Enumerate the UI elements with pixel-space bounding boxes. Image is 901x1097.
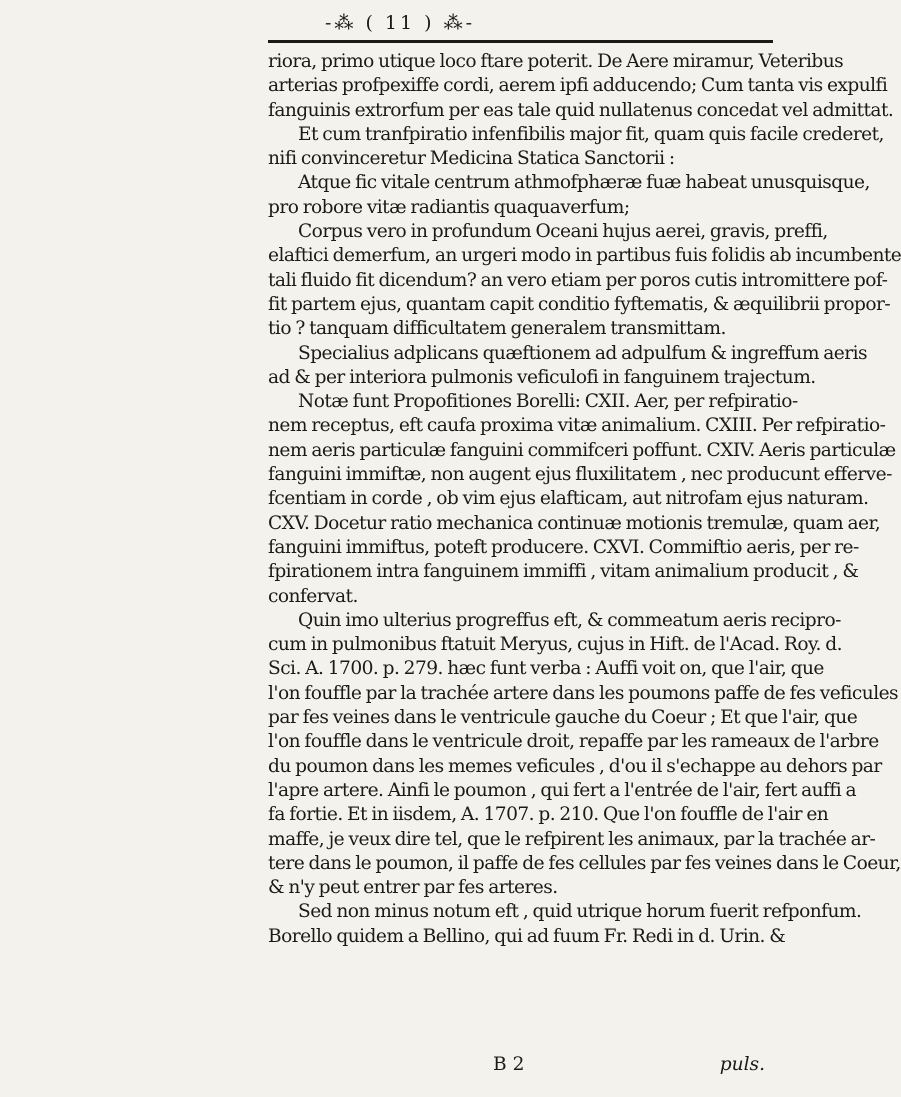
text-line: Sci. A. 1700. p. 279. hæc funt verba : Auffi voit on, que l'air, que	[268, 658, 824, 680]
text-line: Et cum tranfpiratio infenfibilis major fit, quam quis facile crederet,	[298, 123, 884, 145]
text-line: Specialius adplicans quæftionem ad adpulfum & ingreffum aeris	[298, 342, 867, 364]
text-line: l'on fouffle dans le ventricule droit, repaffe par les rameaux de l'arbre	[268, 731, 879, 753]
text-line: par fes veines dans le ventricule gauche du Coeur ; Et que l'air, que	[268, 707, 858, 729]
catchword: puls.	[719, 1054, 765, 1075]
text-body	[268, 50, 901, 949]
text-line: l'on fouffle par la trachée artere dans les poumons paffe de fes veficules	[268, 682, 899, 704]
text-line: elaftici demerfum, an urgeri modo in partibus fuis folidis ab incumbente	[268, 245, 901, 267]
header-rule	[268, 40, 773, 43]
text-line: fanguini immiftæ, non augent ejus fluxilitatem , nec producunt efferve-	[268, 464, 892, 486]
signature-mark: B 2	[493, 1054, 525, 1075]
text-line: confervat.	[268, 585, 358, 607]
page-header: -⁂ ( 11 ) ⁂-	[325, 12, 475, 34]
text-line: fanguini immiftus, poteft producere. CXVI. Commiftio aeris, per re-	[268, 536, 859, 558]
text-line: maffe, je veux dire tel, que le refpirent les animaux, par la trachée ar-	[268, 828, 876, 850]
page-footer	[268, 1054, 773, 1078]
text-line: cum in pulmonibus ftatuit Meryus, cujus in Hift. de l'Acad. Roy. d.	[268, 634, 842, 656]
text-line: fanguinis extrorfum per eas tale quid nullatenus concedat vel admittat.	[268, 99, 894, 121]
text-line: CXV. Docetur ratio mechanica continuæ motionis tremulæ, quam aer,	[268, 512, 881, 534]
text-line: Corpus vero in profundum Oceani hujus aerei, gravis, preffi,	[298, 221, 828, 243]
text-line: Quin imo ulterius progreffus eft, & commeatum aeris recipro-	[298, 609, 841, 631]
text-line: riora, primo utique loco ftare poterit. De Aere miramur, Veteribus	[268, 51, 844, 72]
text-line: Atque fic vitale centrum athmofphæræ fuæ habeat unusquisque,	[298, 172, 870, 194]
text-line: tio ? tanquam difficultatem generalem transmittam.	[268, 318, 726, 340]
text-line: & n'y peut entrer par fes arteres.	[268, 877, 558, 899]
text-line: fcentiam in corde , ob vim ejus elafticam, aut nitrofam ejus naturam.	[268, 488, 869, 510]
text-line: l'apre artere. Ainfi le poumon , qui fert a l'entrée de l'air, fert auffi a	[268, 779, 857, 801]
text-line: Notæ funt Propofitiones Borelli: CXII. Aer, per refpiratio-	[298, 391, 798, 413]
text-line: tali fluido fit dicendum? an vero etiam per poros cutis intromittere pof-	[268, 269, 888, 291]
text-line: du poumon dans les memes veficules , d'ou il s'echappe au dehors par	[268, 755, 882, 777]
text-line: fit partem ejus, quantam capit conditio fyftematis, & æquilibrii propor-	[268, 293, 891, 315]
text-line: arterias profpexiffe cordi, aerem ipfi adducendo; Cum tanta vis expulfi	[268, 75, 888, 97]
text-line: nem aeris particulæ fanguini commifceri poffunt. CXIV. Aeris particulæ	[268, 439, 896, 461]
text-line: fpirationem intra fanguinem immiffi , vitam animalium producit , &	[268, 561, 859, 583]
text-line: Sed non minus notum eft , quid utrique horum fuerit refponfum.	[298, 901, 862, 923]
text-line: nem receptus, eft caufa proxima vitæ animalium. CXIII. Per refpiratio-	[268, 415, 886, 437]
text-line: tere dans le poumon, il paffe de fes cellules par fes veines dans le Coeur,	[268, 852, 901, 874]
text-line: nifi convinceretur Medicina Statica Sanctorii :	[268, 148, 675, 170]
text-line: Borello quidem a Bellino, qui ad fuum Fr. Redi in d. Urin. &	[268, 925, 786, 947]
text-line: fa fortie. Et in iisdem, A. 1707. p. 210. Que l'on fouffle de l'air en	[268, 804, 829, 826]
text-line: ad & per interiora pulmonis veficulofi in fanguinem trajectum.	[268, 366, 816, 388]
text-line: pro robore vitæ radiantis quaquaverfum;	[268, 196, 630, 218]
